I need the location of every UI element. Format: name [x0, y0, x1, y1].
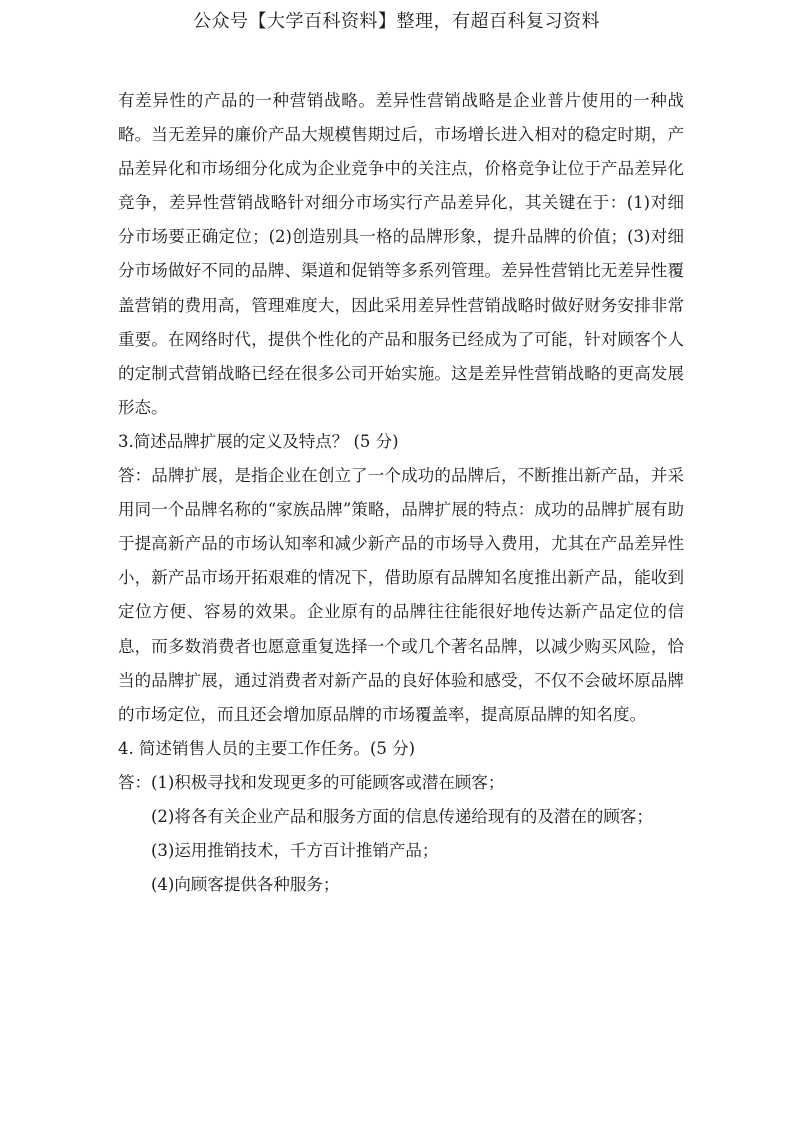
paragraph-differentiated-marketing: 有差异性的产品的一种营销战略。差异性营销战略是企业普片使用的一种战略。当无差异的廉价产品大规模售期过后，市场增长进入相对的稳定时期，产品差异化和市场细分化成为企业竞争中的关注点，价格竞争让位于产品差异化竞争，差异性营销战略针对细分市场实行产品差异化，其关键在于：(1)对细分市场要正确定位；(2)创造别具一格的品牌形象，提升品牌的价值；(3)对细分市场做好不同的品牌、渠道和促销等多系列管理。差异性营销比无差异性覆盖营销的费用高，管理难度大，因此采用差异性营销战略时做好财务安排非常重要。在网络时代，提供个性化的产品和服务已经成为了可能，针对顾客个人的定制式营销战略已经在很多公司开始实施。这是差异性营销战略的更高发展形态。 — [118, 91, 684, 417]
answer-4-item-4: (4)向顾客提供各种服务； — [151, 875, 340, 895]
document-body — [118, 84, 684, 902]
answer-4-item-1: 答：(1)积极寻找和发现更多的可能顾客或潜在顾客； — [118, 772, 505, 792]
answer-3: 答：品牌扩展，是指企业在创立了一个成功的品牌后，不断推出新产品，并采用同一个品牌名称的“家族品牌”策略，品牌扩展的特点：成功的品牌扩展有助于提高新产品的市场认知率和减少新产品的市场导入费用，尤其在产品差异性小，新产品市场开拓艰难的情况下，借助原有品牌知名度推出新产品，能收到定位方便、容易的效果。企业原有的品牌往往能很好地传达新产品定位的信息，而多数消费者也愿意重复选择一个或几个著名品牌，以减少购买风险，恰当的品牌扩展，通过消费者对新产品的良好体验和感受，不仅不会破坏原品牌的市场定位，而且还会增加原品牌的市场覆盖率，提高原品牌的知名度。 — [118, 466, 684, 724]
page-header: 公众号【大学百科资料】整理，有超百科复习资料 — [193, 11, 600, 32]
question-4: 4. 简述销售人员的主要工作任务。(5 分) — [118, 738, 416, 758]
answer-4-item-2: (2)将各有关企业产品和服务方面的信息传递给现有的及潜在的顾客； — [151, 806, 653, 826]
question-3: 3.简述品牌扩展的定义及特点？ (5 分) — [118, 431, 399, 451]
answer-4-item-3: (3)运用推销技术，千方百计推销产品； — [151, 841, 439, 861]
